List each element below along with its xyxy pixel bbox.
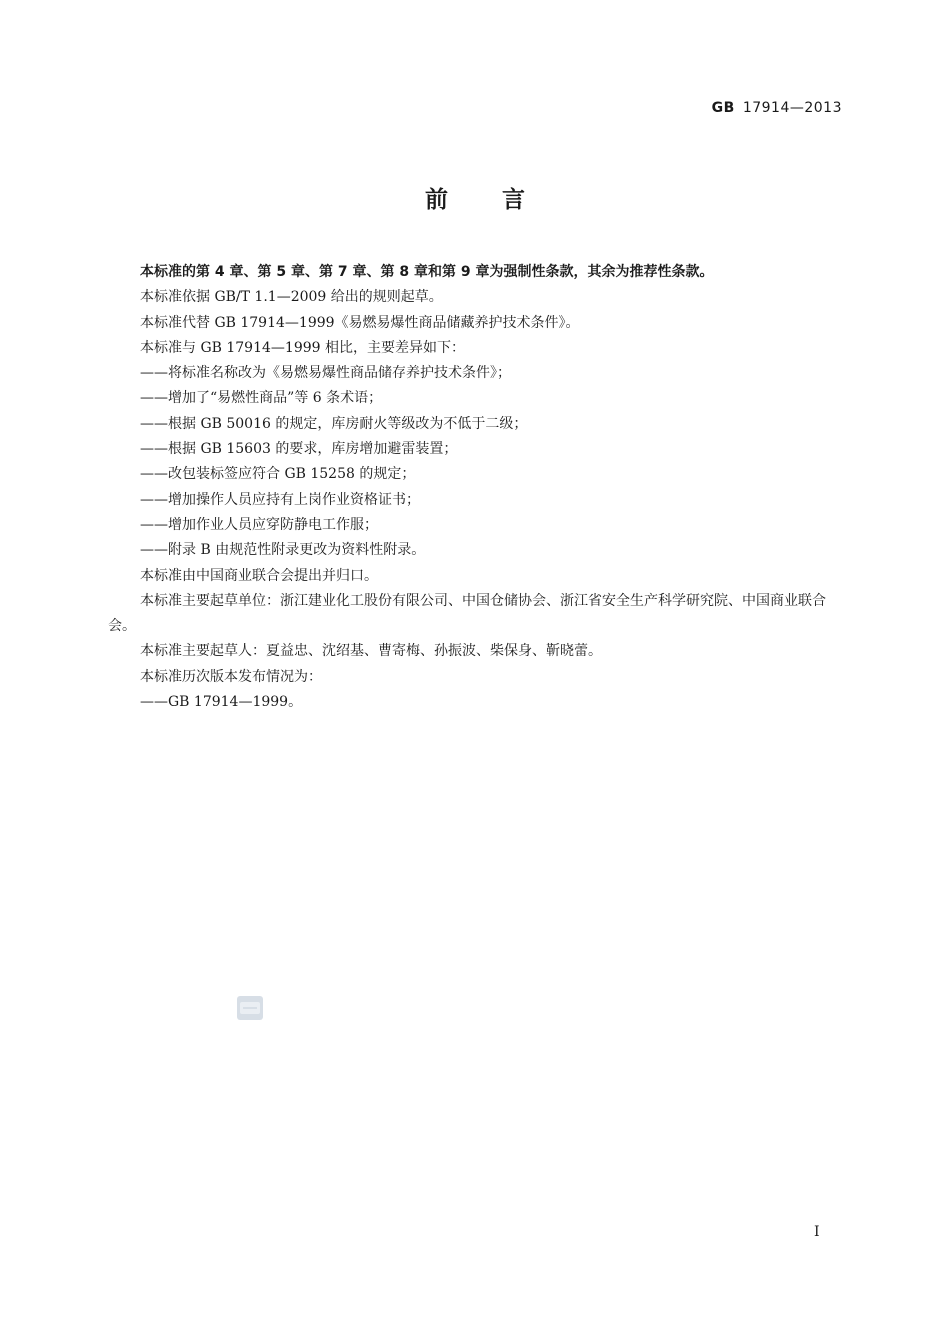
paragraph-mandatory-clauses: 本标准的第 4 章、第 5 章、第 7 章、第 8 章和第 9 章为强制性条款，其余为推荐性条款。 [140,264,714,280]
standard-code-prefix: GB [711,100,735,116]
page-number: I [814,1224,820,1240]
list-item-difference: ——附录 B 由规范性附录更改为资料性附录。 [140,542,426,559]
foreword-body [108,260,846,715]
paragraph-drafting-units: 本标准主要起草单位：浙江建业化工股份有限公司、中国仓储协会、浙江省安全生产科学研究院、中国商业联合会。 [108,592,826,635]
list-item-difference: ——根据 GB 15603 的要求，库房增加避雷装置； [140,441,458,458]
paragraph-proposed-by: 本标准由中国商业联合会提出并归口。 [140,567,378,584]
page-title-char-1: 前 [425,187,448,213]
list-item-difference: ——改包装标签应符合 GB 15258 的规定； [140,466,416,483]
list-item-history: ——GB 17914—1999。 [140,694,303,711]
paragraph-history-intro: 本标准历次版本发布情况为： [140,668,322,685]
page-title [0,181,950,214]
publisher-logo-icon [237,996,263,1020]
paragraph-drafting-rules: 本标准依据 GB/T 1.1—2009 给出的规则起草。 [140,289,443,306]
page-title-char-2: 言 [502,187,525,213]
paragraph-differences-intro: 本标准与 GB 17914—1999 相比，主要差异如下： [140,339,465,356]
list-item-difference: ——根据 GB 50016 的规定，库房耐火等级改为不低于二级； [140,415,528,432]
list-item-difference: ——增加作业人员应穿防静电工作服； [140,516,378,533]
list-item-difference: ——增加操作人员应持有上岗作业资格证书； [140,491,420,508]
paragraph-replaces: 本标准代替 GB 17914—1999《易燃易爆性商品储藏养护技术条件》。 [140,314,580,331]
standard-code-number: 17914—2013 [742,100,842,116]
list-item-difference: ——将标准名称改为《易燃易爆性商品储存养护技术条件》； [140,365,511,382]
standard-code [712,100,842,116]
paragraph-drafters: 本标准主要起草人：夏益忠、沈绍基、曹寄梅、孙振波、柴保身、靳晓蕾。 [140,643,602,660]
list-item-difference: ——增加了“易燃性商品”等 6 条术语； [140,390,383,407]
